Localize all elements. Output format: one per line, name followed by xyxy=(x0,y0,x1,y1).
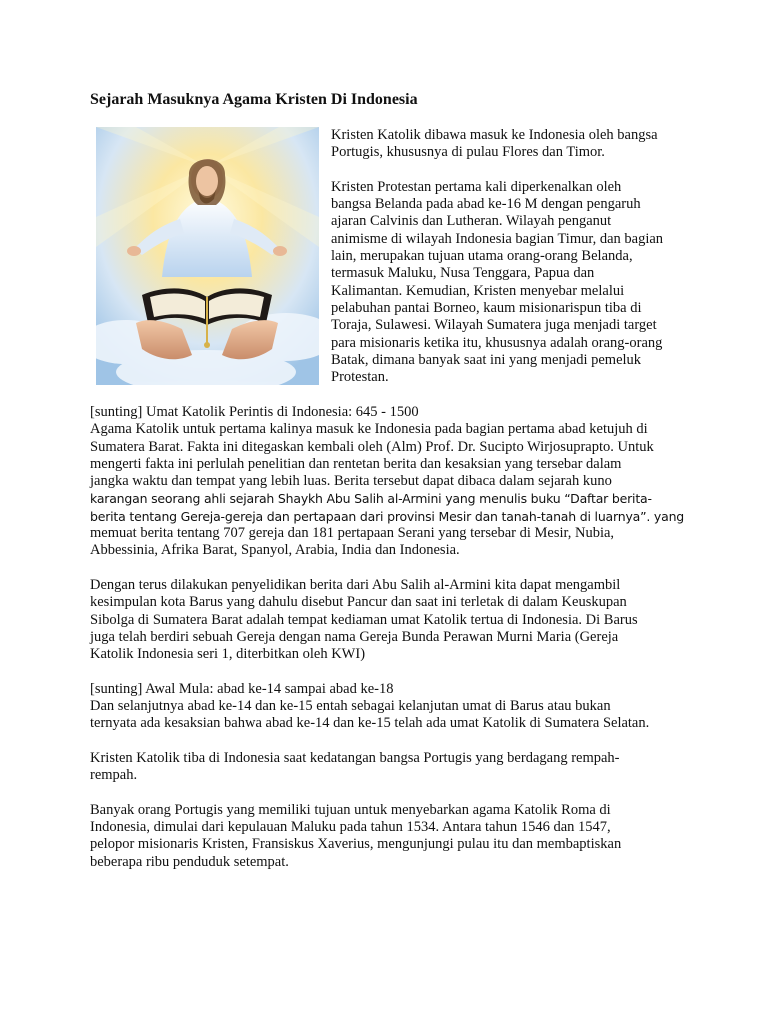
section-katolik-perintis: [sunting] Umat Katolik Perintis di Indonesia: 645 - 1500 Agama Katolik untuk pertama kalinya masuk ke Indonesia pada bagian pertama abad ketujuh di Sumatera Barat. Fakta ini ditegaskan kembali oleh (Alm) Prof. Dr. Sucipto Wirjosuprapto. Untuk mengerti fakta ini perlulah penelitian dan rentetan berita dan kesaksian yang tersebar dalam jangka waktu dan tempat yang lebih luas. Berita tersebut dapat dibaca dalam sejarah kuno karangan seorang ahli sejarah Shaykh Abu Salih al-Armini yang menulis buku “Daftar berita- berita tentang Gereja-gereja dan pertapaan dari provinsi Mesir dan tanah-tanah di luarnya”. yang memuat berita tentang 707 gereja dan 181 pertapaan Serani yang tersebar di Mesir, Nubia, Abbessinia, Afrika Barat, Spanyol, Arabia, India dan Indonesia. xyxy=(90,404,685,559)
section-heading: [sunting] Awal Mula: abad ke-14 sampai abad ke-18 xyxy=(90,680,394,697)
section-heading: [sunting] Umat Katolik Perintis di Indonesia: 645 - 1500 xyxy=(90,404,419,420)
intro-paragraph-1: Kristen Katolik dibawa masuk ke Indonesia oleh bangsa Portugis, khususnya di pulau Flores dan Timor. xyxy=(331,127,658,161)
paragraph-barus: Dengan terus dilakukan penyelidikan berita dari Abu Salih al-Armini kita dapat mengambil kesimpulan kota Barus yang dahulu disebut Pancur dan saat ini terletak di dalam Keuskupan Sibolga di Sumatera Barat adalah tempat kediaman umat Katolik tertua di Indonesia. Di Barus juga telah berdiri sebuah Gereja dengan nama Gereja Bunda Perawan Murni Maria (Gereja Katolik Indonesia seri 1, diterbitkan oleh KWI) xyxy=(90,576,638,663)
intro-paragraph-2: Kristen Protestan pertama kali diperkenalkan oleh bangsa Belanda pada abad ke-16 M dengan pengaruh ajaran Calvinis dan Lutheran. Wilayah penganut animisme di wilayah Indonesia bagian Timur, dan bagian lain, merupakan tujuan utama orang-orang Belanda, termasuk Maluku, Nusa Tenggara, Papua dan Kalimantan. Kemudian, Kristen menyebar melalui pelabuhan pantai Borneo, kaum misionarispun tiba di Toraja, Sulawesi. Wilayah Sumatera juga menjadi target para misionaris ketika itu, khususnya adalah orang-orang Batak, dimana banyak saat ini yang menjadi pemeluk Protestan. xyxy=(331,178,664,386)
section-awal-mula: [sunting] Awal Mula: abad ke-14 sampai abad ke-18 Dan selanjutnya abad ke-14 dan ke-15 entah sebagai kelanjutan umat di Barus atau bukan ternyata ada kesaksian bahwa abad ke-14 dan ke-15 telah ada umat Katolik di Sumatera Selatan. xyxy=(90,681,680,733)
paragraph-xaverius: Banyak orang Portugis yang memiliki tujuan untuk menyebarkan agama Katolik Roma di Indonesia, dimulai dari kepulauan Maluku pada tahun 1534. Antara tahun 1546 dan 1547, pelopor misionaris Kristen, Fransiskus Xaverius, mengunjungi pulau itu dan membaptiskan beberapa ribu penduduk setempat. xyxy=(90,801,622,870)
paragraph-portugis: Kristen Katolik tiba di Indonesia saat kedatangan bangsa Portugis yang berdagang rempah- rempah. xyxy=(90,749,620,784)
intro-text xyxy=(331,127,683,404)
main-text xyxy=(90,404,685,888)
jesus-bible-illustration xyxy=(96,127,319,385)
illustration-graphic xyxy=(96,127,319,385)
page-title: Sejarah Masuknya Agama Kristen Di Indonesia xyxy=(90,91,418,108)
